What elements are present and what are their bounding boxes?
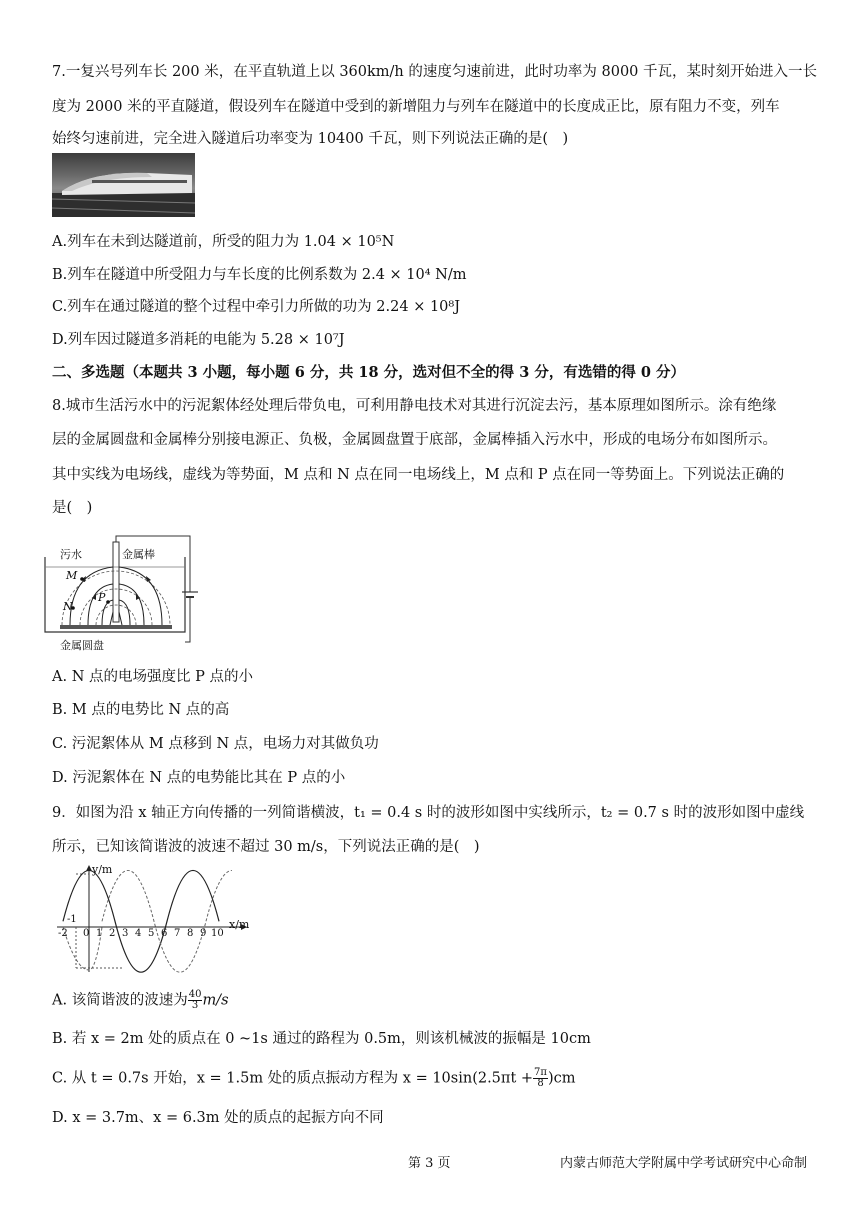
q9-option-a-text: A. 该简谐波的波速为 bbox=[52, 992, 188, 1009]
x-tick: 0 bbox=[83, 928, 90, 939]
x-tick: 10 bbox=[211, 928, 224, 939]
q9-option-b: B. 若 x = 2m 处的质点在 0 ~1s 通过的路程为 0.5m，则该机械波的振幅是 10cm bbox=[52, 1031, 591, 1047]
q9-stem-line-1: 9．如图为沿 x 轴正方向传播的一列简谐横波，t₁ = 0.4 s 时的波形如图中实线所示，t₂ = 0.7 s 时的波形如图中虚线 bbox=[52, 805, 805, 821]
label-sewage: 污水 bbox=[60, 548, 82, 561]
q8-stem-line-2: 层的金属圆盘和金属棒分别接电源正、负极，金属圆盘置于底部，金属棒插入污水中，形成的电场分布如图所示。 bbox=[52, 432, 777, 448]
x-tick: 7 bbox=[174, 928, 181, 939]
point-m-label: M bbox=[66, 569, 78, 582]
q8-stem-line-3: 其中实线为电场线，虚线为等势面，M 点和 N 点在同一电场线上，M 点和 P 点在同一等势面上。下列说法正确的 bbox=[52, 467, 785, 483]
y-tick-neg1: -1 bbox=[67, 914, 77, 925]
q8-option-d: D. 污泥絮体在 N 点的电势能比其在 P 点的小 bbox=[52, 770, 346, 786]
q8-stem-line-1: 8.城市生活污水中的污泥絮体经处理后带负电，可利用静电技术对其进行沉淀去污，基本原理如图所示。涂有绝缘 bbox=[52, 398, 777, 414]
q8-stem-line-4: 是( ) bbox=[52, 500, 93, 516]
x-axis-label: x/m bbox=[229, 918, 250, 931]
q9-option-a-unit: m/s bbox=[202, 992, 229, 1009]
q7-option-d: D.列车因过隧道多消耗的电能为 5.28 × 10⁷J bbox=[52, 332, 345, 348]
frac-numerator: 40 bbox=[188, 989, 202, 1000]
q9-option-c-text: C. 从 t = 0.7s 开始，x = 1.5m 处的质点振动方程为 x = 10sin(2.5πt + bbox=[52, 1070, 534, 1087]
x-tick: 2 bbox=[109, 928, 116, 939]
q9-wave-figure bbox=[52, 860, 257, 975]
fraction-40-3 bbox=[188, 990, 203, 1011]
x-tick: 8 bbox=[187, 928, 194, 939]
point-n-label: N bbox=[63, 600, 73, 613]
x-tick: 3 bbox=[122, 928, 129, 939]
x-tick: -2 bbox=[58, 928, 68, 939]
q8-option-c: C. 污泥絮体从 M 点移到 N 点，电场力对其做负功 bbox=[52, 736, 379, 752]
q7-option-c: C.列车在通过隧道的整个过程中牵引力所做的功为 2.24 × 10⁸J bbox=[52, 299, 461, 315]
q9-option-d: D. x = 3.7m、x = 6.3m 处的质点的起振方向不同 bbox=[52, 1110, 384, 1126]
frac-numerator: 7π bbox=[534, 1067, 547, 1078]
fraction-7pi-8 bbox=[533, 1068, 548, 1089]
q8-electric-field-figure bbox=[40, 532, 210, 657]
q9-option-a bbox=[52, 990, 229, 1011]
point-p-label: P bbox=[98, 591, 106, 604]
x-tick: 6 bbox=[161, 928, 168, 939]
frac-denominator: 8 bbox=[537, 1078, 544, 1089]
x-tick: 4 bbox=[135, 928, 142, 939]
x-tick: 5 bbox=[148, 928, 155, 939]
q7-stem-line-2: 度为 2000 米的平直隧道，假设列车在隧道中受到的新增阻力与列车在隧道中的长度成正比，原有阻力不变，列车 bbox=[52, 99, 780, 115]
label-metal-rod: 金属棒 bbox=[122, 548, 155, 561]
label-metal-disk: 金属圆盘 bbox=[60, 639, 104, 652]
q7-option-b: B.列车在隧道中所受阻力与车长度的比例系数为 2.4 × 10⁴ N/m bbox=[52, 267, 467, 283]
section2-heading: 二、多选题（本题共 3 小题，每小题 6 分，共 18 分，选对但不全的得 3 分，有选错的得 0 分） bbox=[52, 364, 686, 381]
q8-option-b: B. M 点的电势比 N 点的高 bbox=[52, 702, 230, 718]
q9-option-c-suffix: )cm bbox=[547, 1070, 576, 1087]
x-tick: 1 bbox=[96, 928, 103, 939]
q9-option-c bbox=[52, 1068, 576, 1089]
footer-organization: 内蒙古师范大学附属中学考试研究中心命制 bbox=[560, 1156, 808, 1171]
q8-option-a: A. N 点的电场强度比 P 点的小 bbox=[52, 669, 253, 685]
x-tick: 9 bbox=[200, 928, 207, 939]
q7-stem-line-1: 7.一复兴号列车长 200 米，在平直轨道上以 360km/h 的速度匀速前进，此时功率为 8000 千瓦，某时刻开始进入一长 bbox=[52, 64, 817, 80]
train-photo bbox=[52, 153, 195, 217]
q9-stem-line-2: 所示，已知该简谐波的波速不超过 30 m/s，下列说法正确的是( ) bbox=[52, 839, 480, 855]
page-number: 第 3 页 bbox=[408, 1156, 451, 1171]
q7-option-a: A.列车在未到达隧道前，所受的阻力为 1.04 × 10⁵N bbox=[52, 234, 395, 250]
frac-denominator: 3 bbox=[191, 1000, 199, 1011]
q7-stem-line-3: 始终匀速前进，完全进入隧道后功率变为 10400 千瓦，则下列说法正确的是( ) bbox=[52, 131, 569, 147]
x-tick-labels bbox=[52, 928, 252, 942]
y-axis-label: y/m bbox=[92, 863, 113, 876]
